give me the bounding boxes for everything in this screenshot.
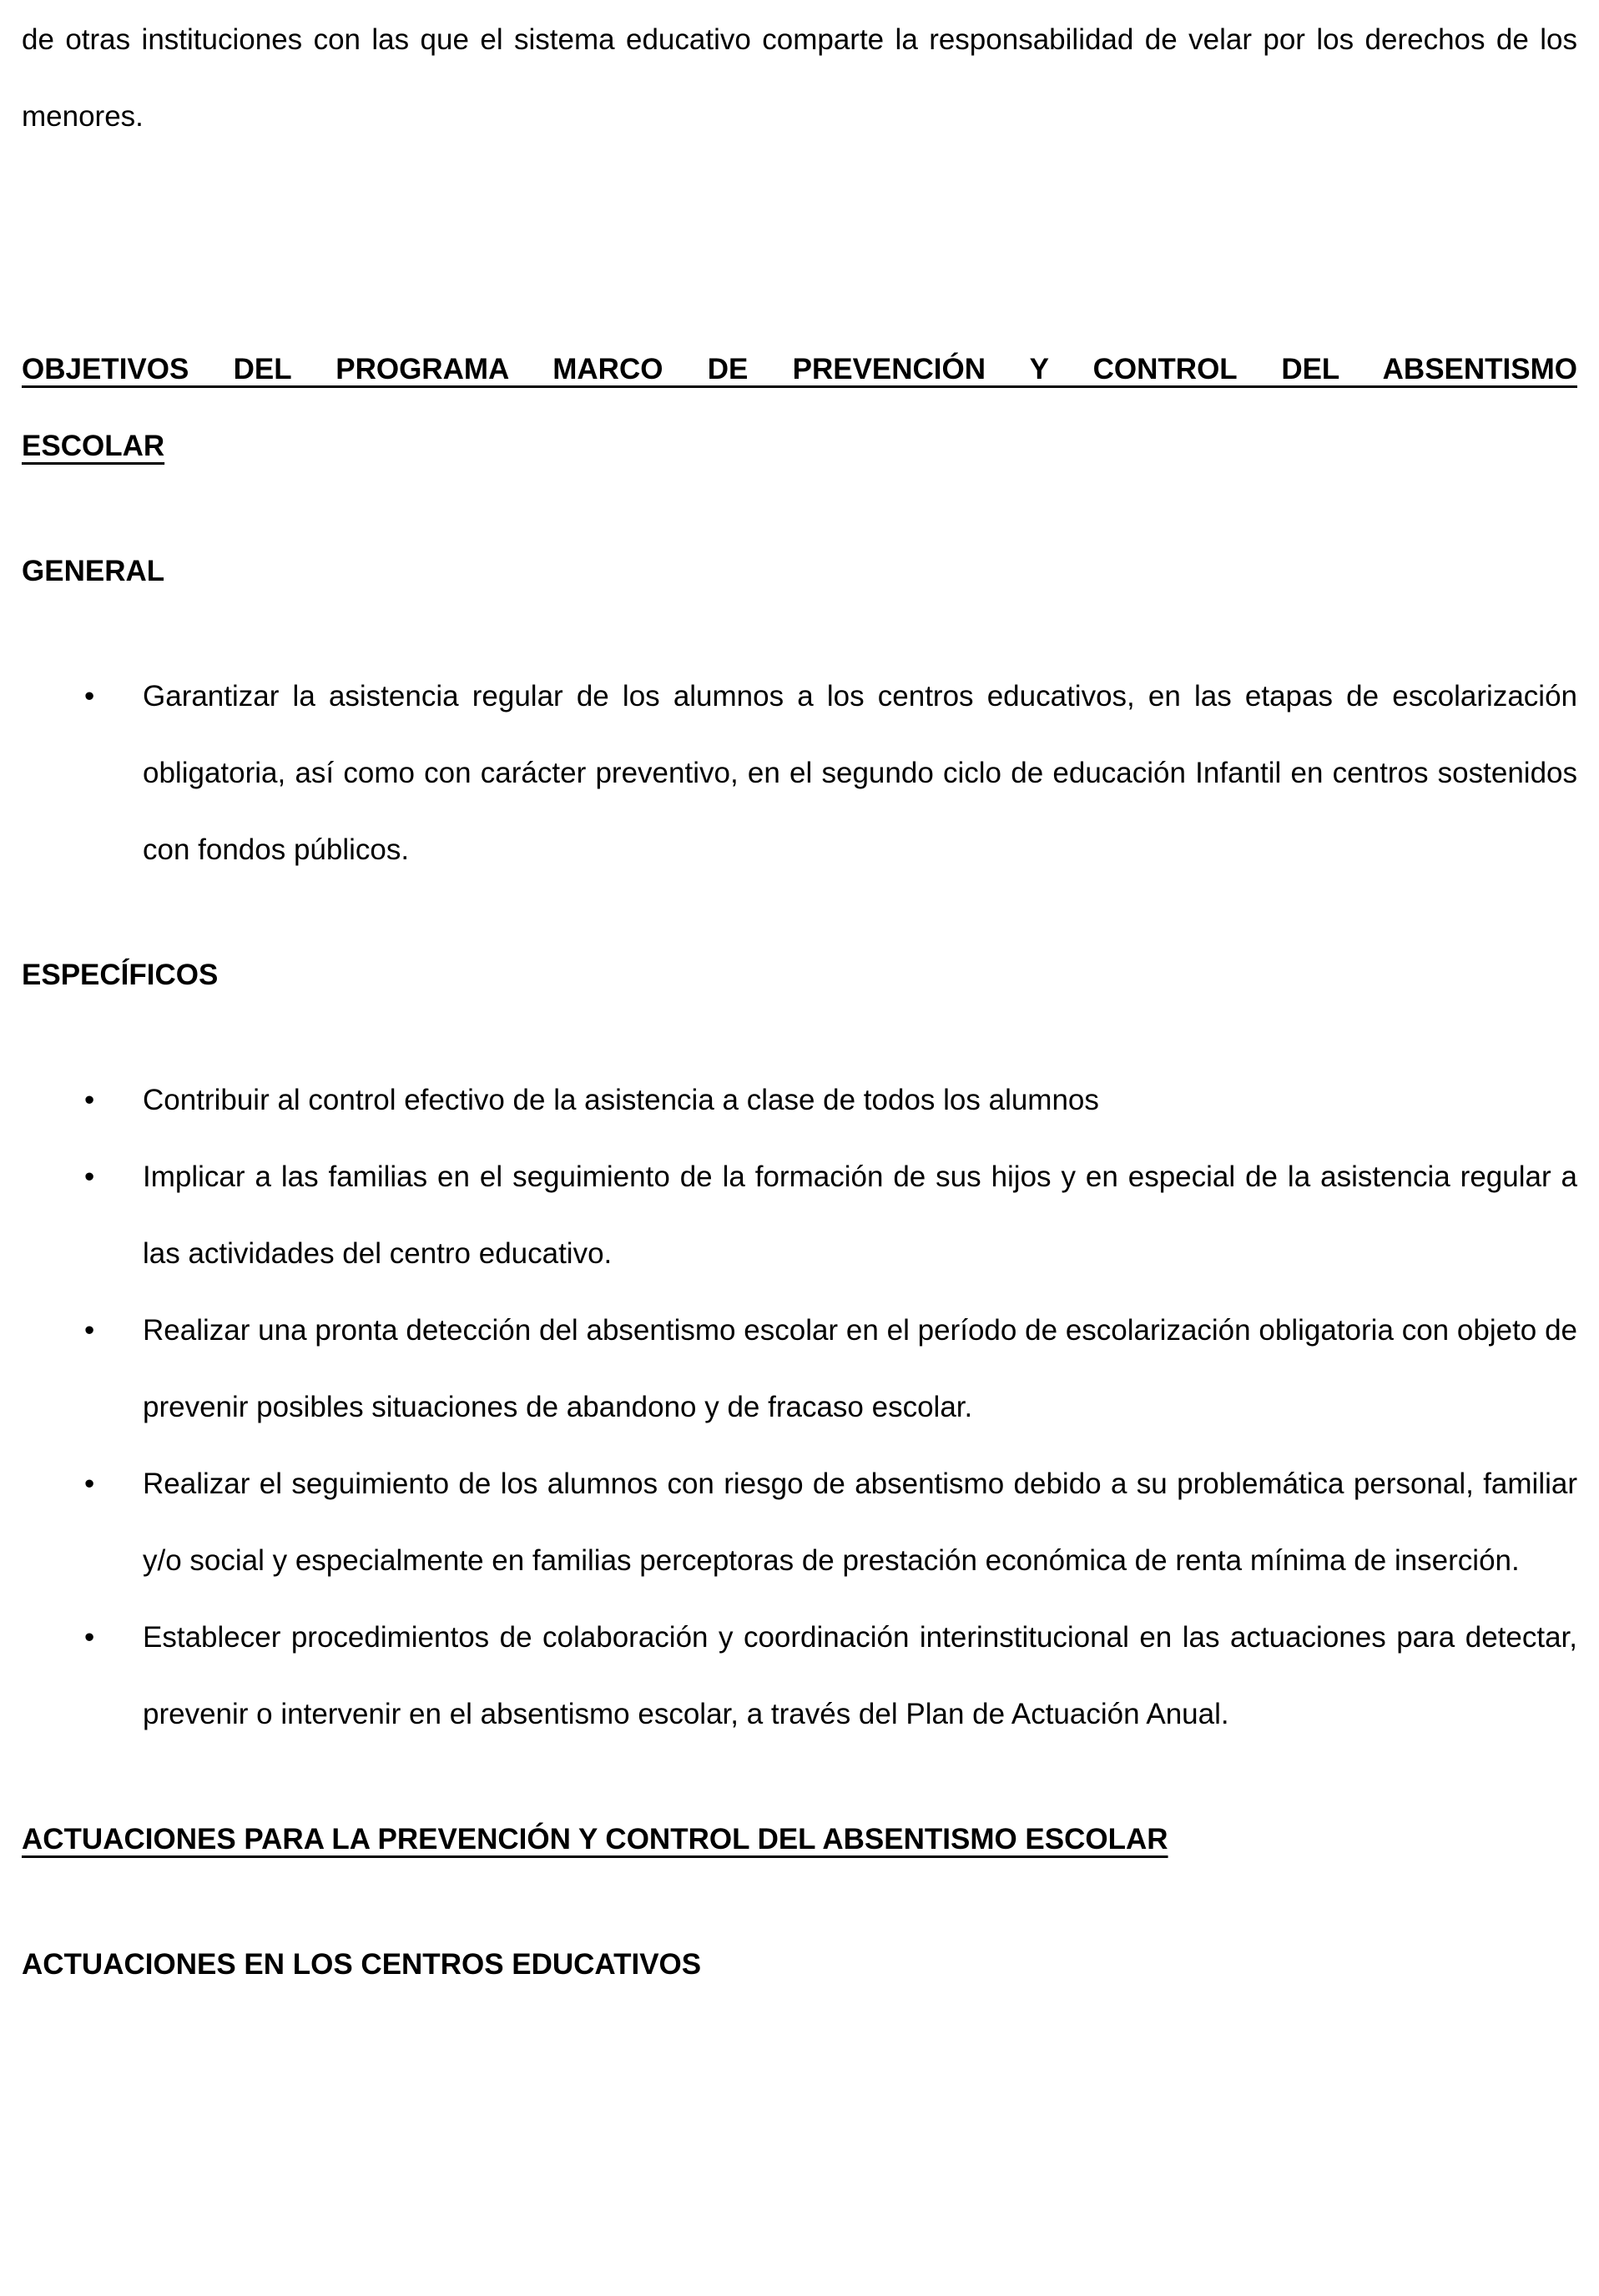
- bullet-marker: •: [84, 1314, 95, 1347]
- list-item: [84, 1062, 1577, 1139]
- list-item: [84, 1599, 1577, 1753]
- list-item: [84, 658, 1577, 889]
- section-heading-actuaciones: ACTUACIONES PARA LA PREVENCIÓN Y CONTROL DEL ABSENTISMO ESCOLAR: [22, 1823, 1168, 1855]
- list-item-text: Implicar a las familias en el seguimiento de la formación de sus hijos y en especial de la asistencia regular a las actividades del centro educativo.: [143, 1161, 1577, 1270]
- list-item-text: Establecer procedimientos de colaboración y coordinación interinstitucional en las actuaciones para detectar, prevenir o intervenir en el absentismo escolar, a través del Plan de Actuación Anual.: [143, 1621, 1577, 1730]
- list-item: [84, 1292, 1577, 1446]
- list-item-text: Garantizar la asistencia regular de los alumnos a los centros educativos, en las etapas de escolarización obligatoria, así como con carácter preventivo, en el segundo ciclo de educación Infantil en centros sostenidos con fondos públicos.: [143, 680, 1577, 866]
- bullet-marker: •: [84, 1621, 95, 1654]
- subsection-heading-general: GENERAL: [22, 555, 165, 587]
- bullet-marker: •: [84, 1468, 95, 1500]
- bullet-list-general: [84, 658, 1577, 889]
- list-item: [84, 1139, 1577, 1292]
- list-item-text: Realizar el seguimiento de los alumnos con riesgo de absentismo debido a su problemática personal, familiar y/o social y especialmente en familias perceptoras de prestación económica de renta mínima de inserción.: [143, 1468, 1577, 1577]
- bullet-list-especificos: [84, 1062, 1577, 1753]
- bullet-marker: •: [84, 1161, 95, 1193]
- intro-paragraph: de otras instituciones con las que el sistema educativo comparte la responsabilidad de velar por los derechos de los menores.: [22, 23, 1577, 133]
- bullet-marker: •: [84, 680, 95, 712]
- list-item: [84, 1446, 1577, 1599]
- subsection-heading-centros-educativos: ACTUACIONES EN LOS CENTROS EDUCATIVOS: [22, 1948, 702, 1981]
- subsection-heading-especificos: ESPECÍFICOS: [22, 959, 219, 991]
- list-item-text: Contribuir al control efectivo de la asistencia a clase de todos los alumnos: [143, 1084, 1099, 1116]
- list-item-text: Realizar una pronta detección del absentismo escolar en el período de escolarización obligatoria con objeto de prevenir posibles situaciones de abandono y de fracaso escolar.: [143, 1314, 1577, 1423]
- section-heading-objetivos: [22, 331, 1577, 485]
- section-heading-objetivos-line-2: ESCOLAR: [22, 430, 165, 462]
- bullet-marker: •: [84, 1084, 95, 1116]
- section-heading-objetivos-line-1: OBJETIVOS DEL PROGRAMA MARCO DE PREVENCIÓN Y CONTROL DEL ABSENTISMO: [22, 353, 1577, 385]
